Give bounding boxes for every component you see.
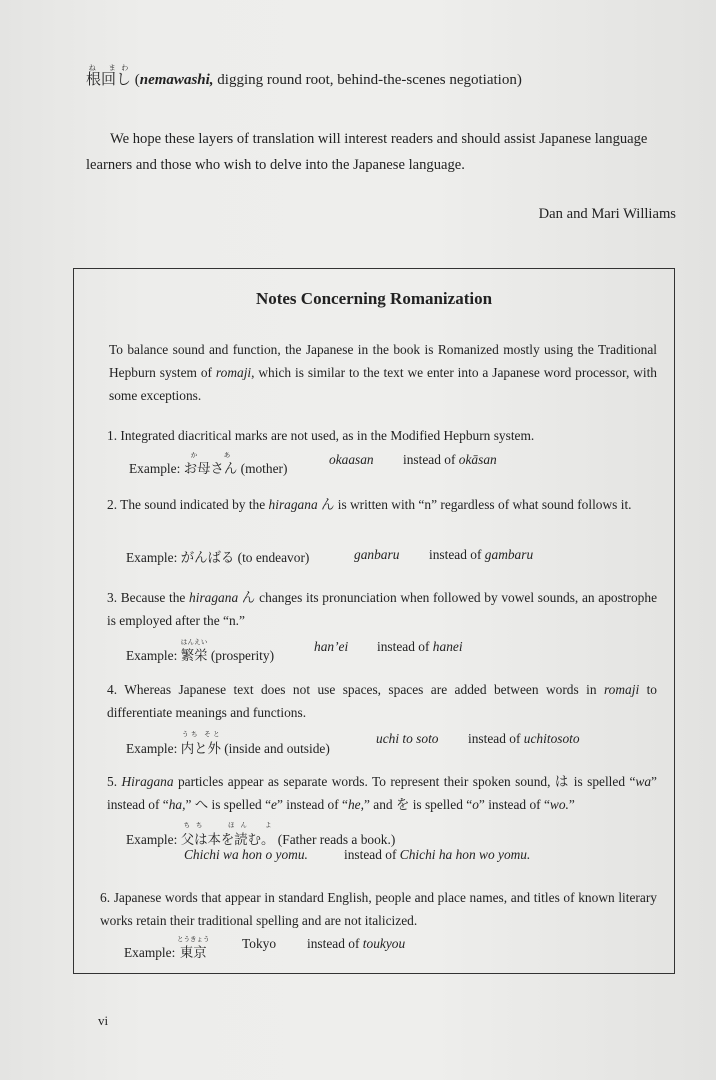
romanization-notes-box: [73, 268, 675, 974]
example-5: Example: 父は本を読む。ちち ほん よ (Father reads a book.): [126, 822, 396, 847]
example-6: Example: 東京とうきょう Tokyo instead of toukyou: [124, 936, 406, 960]
nemawashi-kanji: 根回しね まわ: [86, 64, 132, 88]
example-3: Example: 繁栄はんえい (prosperity) han’ei instead of hanei: [126, 639, 463, 663]
notes-intro: To balance sound and function, the Japanese in the book is Romanized mostly using the Traditional Hepburn system of romaji, which is similar to the text we enter into a Japanese word processor, with some exceptions.: [109, 342, 658, 403]
note-item-4: 4. Whereas Japanese text does not use spaces, spaces are added between words in romaji to differentiate meanings and functions.: [107, 682, 658, 720]
note-item-3: 3. Because the hiragana ん changes its pronunciation when followed by vowel sounds, an apostrophe is employed after the “n.”: [107, 590, 658, 628]
note-item-6: 6. Japanese words that appear in standard English, people and place names, and titles of known literary works retain their traditional spelling and are not italicized.: [100, 890, 657, 928]
nemawashi-gloss: digging round root, behind-the-scenes negotiation): [213, 72, 522, 88]
page-number: vi: [98, 1013, 109, 1028]
example-1: Example: お母さんかあ (mother) okaasan instead of okāsan: [129, 452, 497, 476]
note-item-1: 1. Integrated diacritical marks are not used, as in the Modified Hepburn system.: [107, 428, 535, 443]
note-item-2: 2. The sound indicated by the hiragana ん is written with “n” regardless of what sound follows it.: [107, 497, 632, 512]
example-5-romaji: Chichi wa hon o yomu. instead of Chichi ha hon wo yomu.: [184, 847, 531, 862]
paren-open: (: [134, 72, 140, 88]
example-2: Example: がんばる (to endeavor) ganbaru instead of gambaru: [126, 547, 534, 565]
note-item-5: 5. Hiragana particles appear as separate words. To represent their spoken sound, は is spelled “wa” instead of “ha,” へ is spelled “e” instead of “he,” and を is spelled “o” instead of “wo.”: [107, 774, 657, 812]
nemawashi-romaji: nemawashi,: [139, 72, 214, 88]
nemawashi-line: [86, 64, 522, 89]
signature: Dan and Mari Williams: [538, 206, 676, 222]
example-4: Example: 内と外うち そと (inside and outside) uchi to soto instead of uchitosoto: [126, 731, 580, 756]
notes-title: Notes Concerning Romanization: [255, 289, 493, 308]
intro-paragraph: We hope these layers of translation will interest readers and should assist Japanese language learners and those who wish to delve into the Japanese language.: [86, 131, 648, 173]
